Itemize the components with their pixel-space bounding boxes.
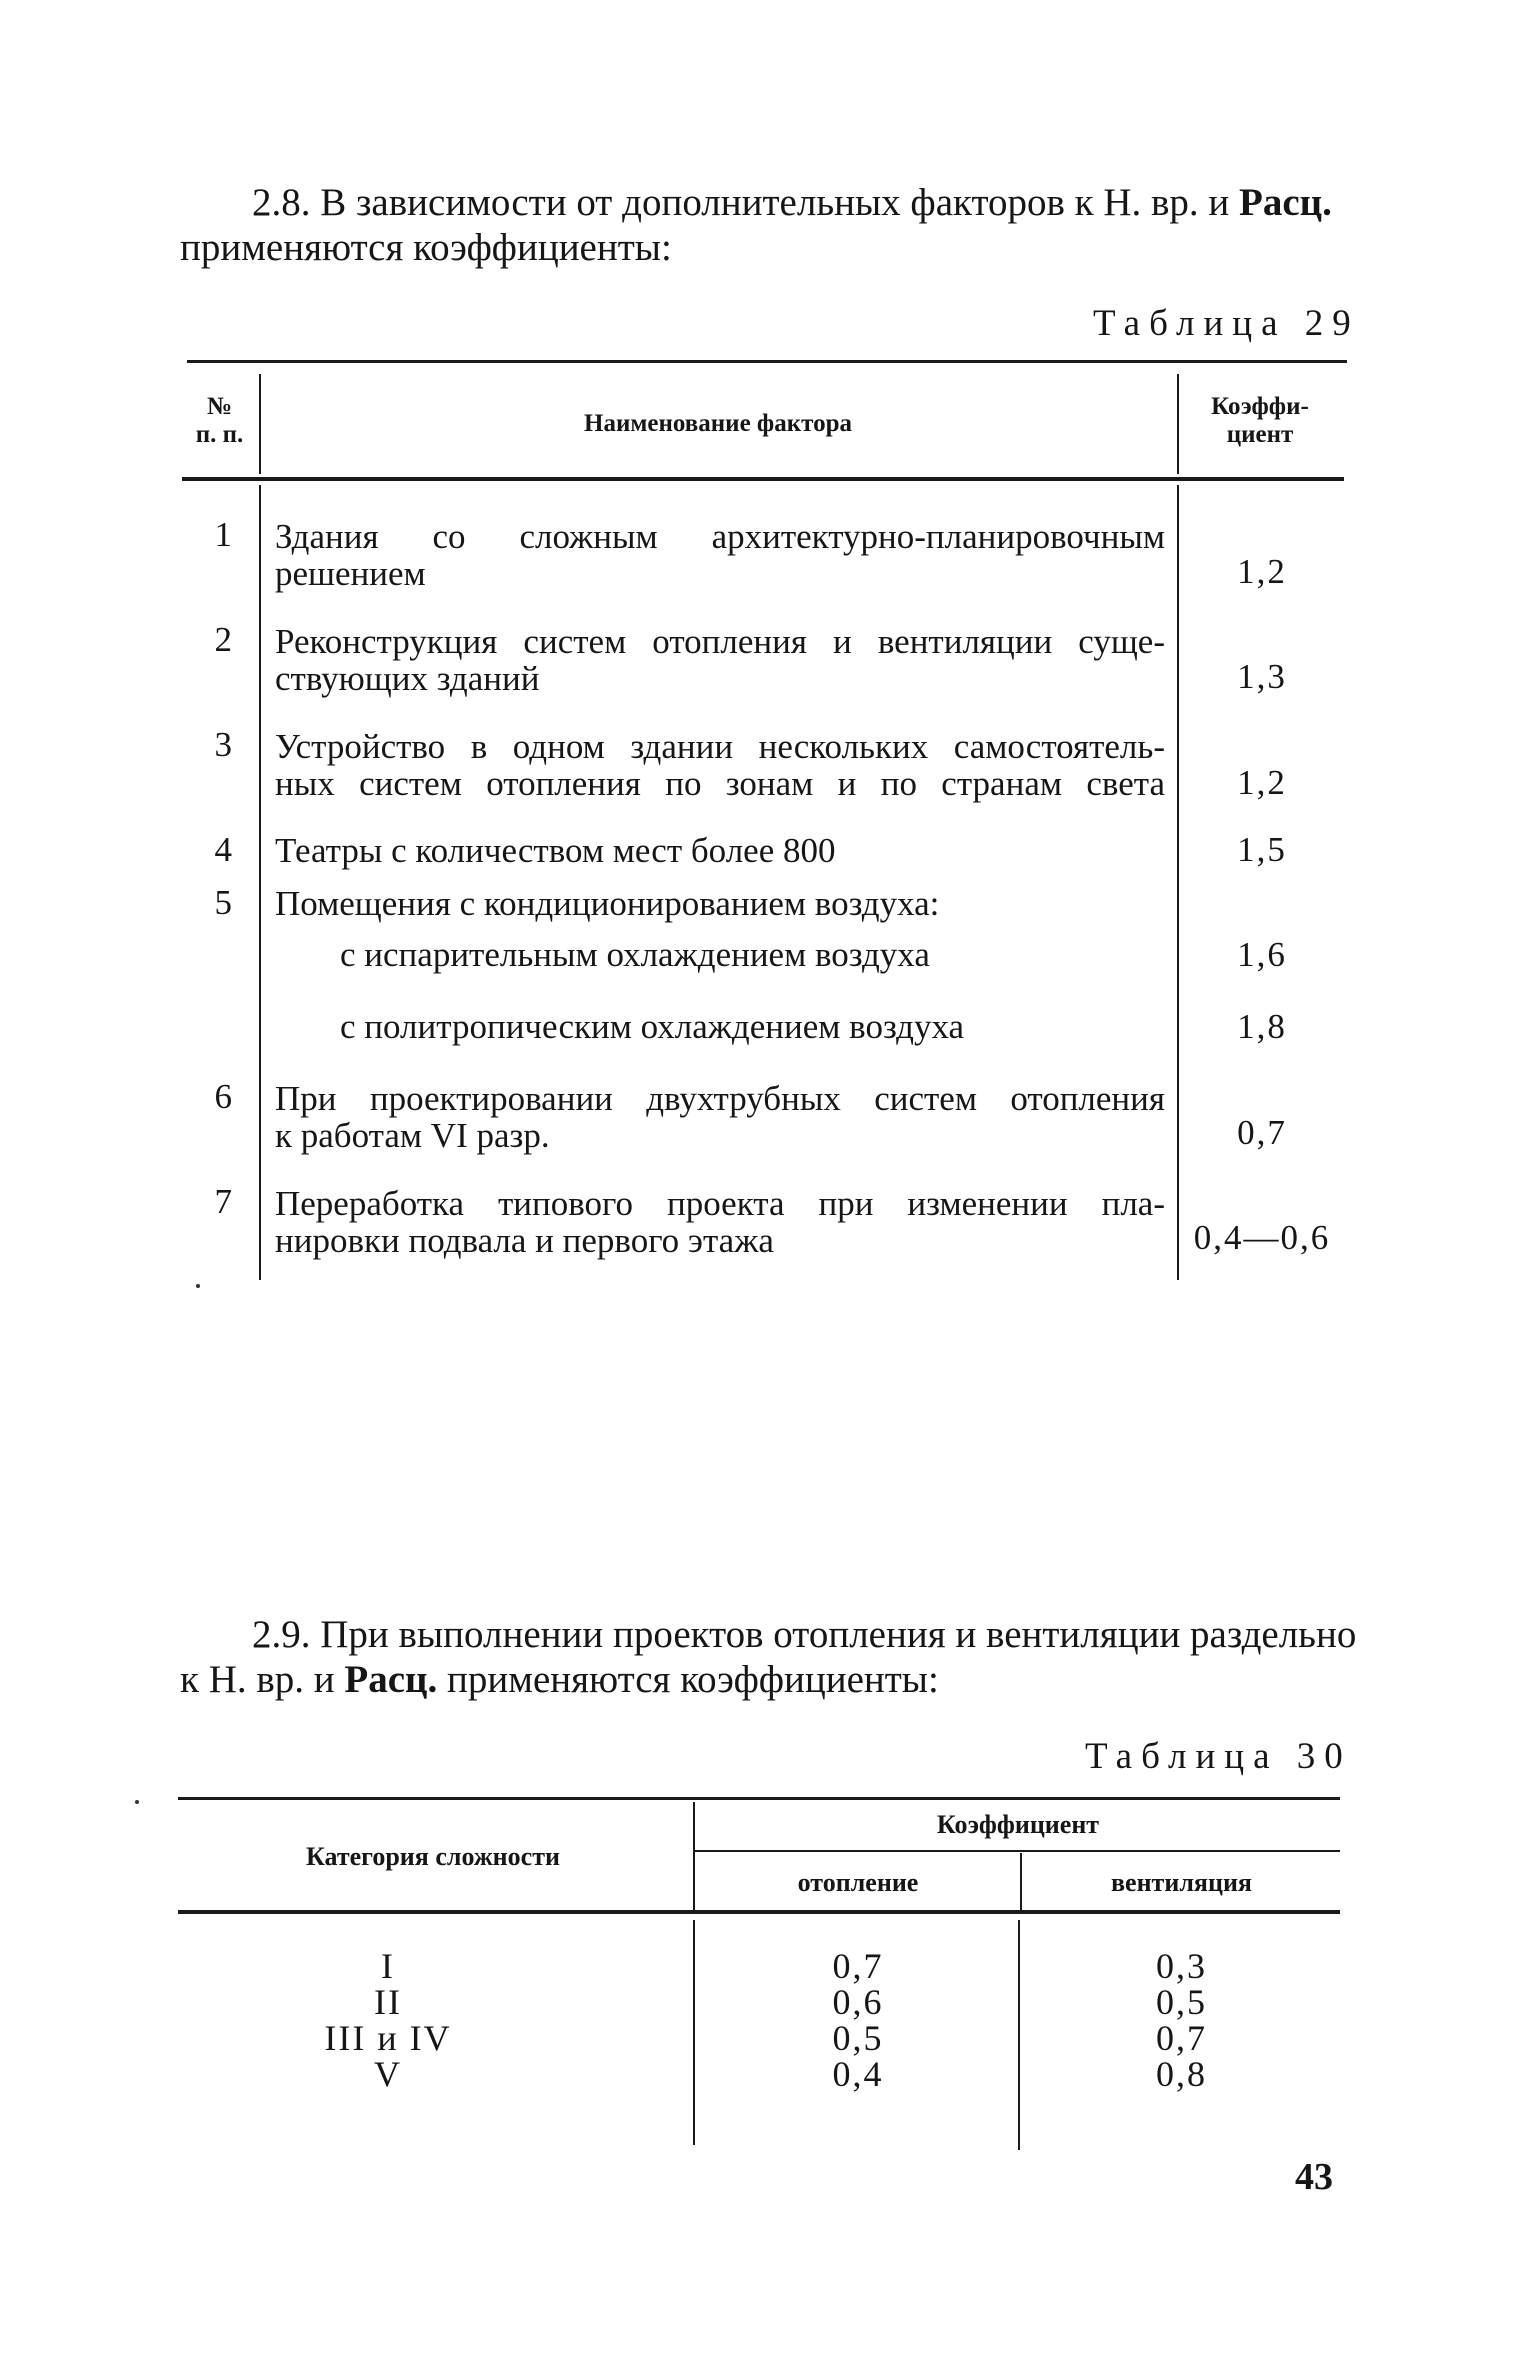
table29-row6-coef: 0,7 bbox=[1237, 1113, 1287, 1152]
table29-row2-text bbox=[275, 623, 1165, 697]
table30-row4-ventilation: 0,8 bbox=[1156, 2054, 1207, 2094]
table30-top-rule bbox=[178, 1797, 1340, 1800]
table30-header-divider-1 bbox=[693, 1802, 695, 1910]
table29-row3-text bbox=[275, 728, 1165, 802]
table29-row4-text bbox=[275, 832, 1165, 869]
table30-row3-category: III и IV bbox=[324, 2018, 452, 2058]
table29-row3-num: 3 bbox=[214, 725, 232, 764]
table29-top-rule bbox=[187, 360, 1347, 363]
table29-row2-coef: 1,3 bbox=[1237, 657, 1287, 696]
table29-row2-line1: Реконструкция систем отопления и вентиляции суще- bbox=[275, 622, 1165, 661]
table30-row1-heating: 0,7 bbox=[832, 1946, 884, 1986]
table29-header-rule bbox=[182, 477, 1344, 481]
section-2-8-line2: применяются коэффициенты: bbox=[180, 226, 672, 269]
scan-speck bbox=[196, 1284, 200, 1288]
table30-row2-category: II bbox=[374, 1982, 402, 2022]
table30-row1-ventilation: 0,3 bbox=[1156, 1946, 1207, 1986]
section-2-9-line1: 2.9. При выполнении проектов отопления и вентиляции раздельно bbox=[252, 1613, 1357, 1656]
table29-header-divider-1 bbox=[259, 374, 261, 474]
table29-row2-num: 2 bbox=[214, 620, 232, 659]
table29-row7-line1: Переработка типового проекта при изменении пла- bbox=[275, 1184, 1165, 1223]
table30-header-divider-2 bbox=[1020, 1853, 1022, 1910]
table29-row6-line2: к работам VI разр. bbox=[275, 1116, 550, 1155]
table29-row6-num: 6 bbox=[214, 1077, 232, 1116]
table29-row5-text bbox=[275, 885, 1165, 922]
table29 bbox=[182, 360, 1342, 1290]
table29-row1-text bbox=[275, 518, 1165, 592]
table29-row7-text bbox=[275, 1185, 1165, 1259]
section-2-9-line2-end: применяются коэффициенты: bbox=[437, 1658, 939, 1701]
table30-header-heating: отопление bbox=[797, 1868, 919, 1897]
table30-row3-heating: 0,5 bbox=[832, 2018, 884, 2058]
table29-header-coef bbox=[1180, 393, 1340, 449]
table29-header-num-l1: № bbox=[206, 393, 233, 420]
section-2-9-paragraph bbox=[180, 1612, 1357, 1702]
section-2-9-line2-start: к Н. вр. и bbox=[180, 1658, 345, 1701]
table30-row3-ventilation: 0,7 bbox=[1156, 2018, 1207, 2058]
table30-body-divider-2 bbox=[1018, 1920, 1020, 2150]
table30-row1-category: I bbox=[381, 1946, 395, 1986]
table29-row4-line1: Театры с количеством мест более 800 bbox=[275, 831, 836, 870]
table29-row5-sub1-coef: 1,6 bbox=[1237, 935, 1287, 974]
table30-body-divider-1 bbox=[693, 1920, 695, 2145]
table29-body-divider-1 bbox=[259, 485, 261, 1280]
table29-header-coef-l2: циент bbox=[1226, 421, 1294, 448]
table30-row4-heating: 0,4 bbox=[832, 2054, 884, 2094]
table29-row7-num: 7 bbox=[214, 1182, 232, 1221]
table29-row6-line1: При проектировании двухтрубных систем отопления bbox=[275, 1079, 1165, 1118]
table30-header-ventilation: вентиляция bbox=[1111, 1868, 1252, 1897]
table29-row5-sub1-text: с испарительным охлаждением воздуха bbox=[340, 935, 930, 974]
table29-row3-line1: Устройство в одном здании нескольких самостоятель- bbox=[275, 727, 1165, 766]
table29-row7-line2: нировки подвала и первого этажа bbox=[275, 1221, 774, 1260]
table29-row1-num: 1 bbox=[214, 515, 232, 554]
table29-header-num bbox=[182, 393, 257, 449]
section-2-8-line1: 2.8. В зависимости от дополнительных факторов к Н. вр. и bbox=[252, 181, 1240, 224]
table29-row4-num: 4 bbox=[214, 830, 232, 869]
table29-row1-line1: Здания со сложным архитектурно-планировочным bbox=[275, 517, 1165, 556]
section-2-8-paragraph bbox=[180, 180, 1340, 270]
table29-header-name: Наименование фактора bbox=[584, 410, 852, 437]
table30-header-rule bbox=[178, 1910, 1340, 1914]
scan-speck-2 bbox=[135, 1800, 139, 1804]
section-2-9-rasc: Расц. bbox=[344, 1658, 438, 1701]
table29-row7-coef: 0,4—0,6 bbox=[1193, 1218, 1331, 1257]
table29-row5-line1: Помещения с кондиционированием воздуха: bbox=[275, 884, 940, 923]
table29-row5-num: 5 bbox=[214, 883, 232, 922]
table29-row1-coef: 1,2 bbox=[1237, 552, 1287, 591]
table30-caption: Таблица 30 bbox=[1085, 1736, 1352, 1777]
section-2-8-rasc: Расц. bbox=[1239, 181, 1332, 224]
table29-row2-line2: ствующих зданий bbox=[275, 659, 540, 698]
table29-row3-line2: ных систем отопления по зонам и по странам света bbox=[275, 764, 1165, 803]
table29-caption: Таблица 29 bbox=[1093, 303, 1360, 344]
table29-body-divider-2 bbox=[1177, 485, 1179, 1280]
table29-row3-coef: 1,2 bbox=[1237, 763, 1287, 802]
table29-header-divider-2 bbox=[1177, 374, 1179, 474]
table30-header-category: Категория сложности bbox=[306, 1842, 560, 1871]
table29-row5-sub2-coef: 1,8 bbox=[1237, 1007, 1287, 1046]
table29-header-coef-l1: Коэффи- bbox=[1211, 393, 1309, 420]
table30-header-coef: Коэффициент bbox=[936, 1810, 1100, 1839]
table29-row6-text bbox=[275, 1080, 1165, 1154]
table30-row4-category: V bbox=[374, 2054, 402, 2094]
table29-header-num-l2: п. п. bbox=[195, 421, 244, 448]
table29-row5-sub2-text: с политропическим охлаждением воздуха bbox=[340, 1007, 965, 1046]
table30-row2-ventilation: 0,5 bbox=[1156, 1982, 1207, 2022]
table29-row1-line2: решением bbox=[275, 554, 426, 593]
table29-row4-coef: 1,5 bbox=[1237, 830, 1287, 869]
table30-row2-heating: 0,6 bbox=[832, 1982, 884, 2022]
table30 bbox=[178, 1790, 1340, 2150]
page-number: 43 bbox=[1295, 2156, 1333, 2198]
table30-subheader-rule bbox=[695, 1850, 1340, 1852]
